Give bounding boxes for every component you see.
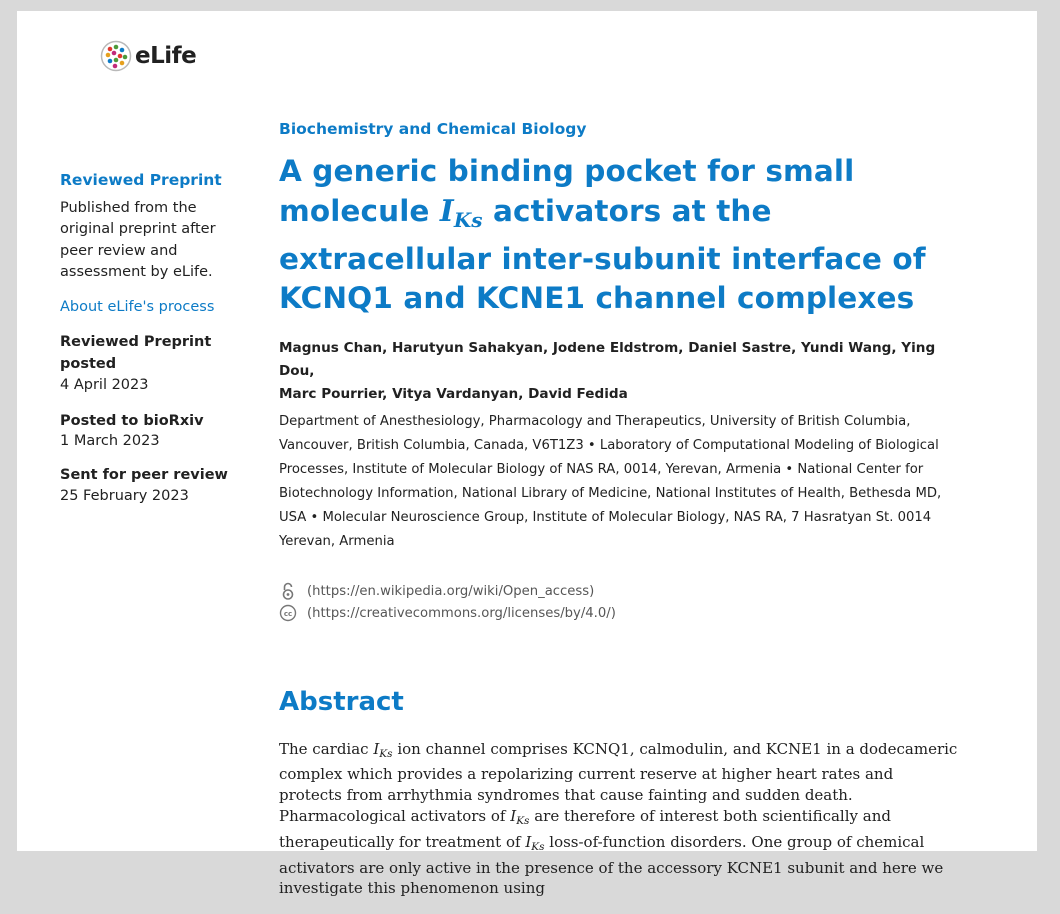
title-part-1: A generic binding pocket for small molecule <box>279 154 855 228</box>
subject-link[interactable]: Biochemistry and Chemical Biology <box>279 120 587 138</box>
elife-logo[interactable] <box>100 40 196 72</box>
brand-name: eLife <box>135 43 197 69</box>
authors-line[interactable]: Magnus Chan, Harutyun Sahakyan, Jodene Eldstrom, Daniel Sastre, Yundi Wang, Ying Dou, <box>279 340 936 379</box>
creative-commons-icon <box>279 604 297 622</box>
author-list <box>279 337 959 406</box>
iks-symbol: $I_{Ks}$ <box>373 739 393 760</box>
history-item <box>60 465 230 506</box>
affiliations: Department of Anesthesiology, Pharmacology and Therapeutics, University of British Columbia, Vancouver, British Columbia, Canada, V6T1Z3 • Laboratory of Computational Modeling of Biological Processes, Institute of Molecular Biology of NAS RA, 0014, Yerevan, Armenia • National Center for Biotechnology Information, National Library of Medicine, National Institutes of Health, Bethesda MD, USA • Molecular Neuroscience Group, Institute of Molecular Biology, NAS RA, 7 Hasratyan St. 0014 Yerevan, Armenia <box>279 414 942 549</box>
article-main <box>279 120 959 914</box>
svg-text:cc: cc <box>283 610 293 618</box>
license-row <box>279 602 959 624</box>
license-block <box>279 580 959 624</box>
reviewed-preprint-description: Published from the original preprint after peer review and assessment by eLife. <box>60 199 216 280</box>
history-label: Reviewed Preprint posted <box>60 334 212 372</box>
open-access-row <box>279 580 959 602</box>
history-item <box>60 411 230 452</box>
abstract-heading: Abstract <box>279 687 404 717</box>
history-item <box>60 332 230 397</box>
title-part-2: activators at the extracellular inter-subunit interface of KCNQ1 and KCNE1 channel complexes <box>279 194 926 315</box>
history-date: 4 April 2023 <box>60 377 149 393</box>
history-date: 25 February 2023 <box>60 487 189 504</box>
open-access-icon <box>279 582 297 600</box>
elife-logo-icon <box>100 40 132 72</box>
reviewed-preprint-title: Reviewed Preprint <box>60 171 222 189</box>
article-title <box>279 152 959 318</box>
iks-symbol: $I_{Ks}$ <box>525 832 545 853</box>
about-process-link[interactable]: About eLife's process <box>60 298 215 315</box>
abstract-text: The cardiac $I_{Ks}$ ion channel comprises KCNQ1, calmodulin, and KCNE1 in a dodecameric complex which provides a repolarizing current reserve at higher heart rates and protects from arrhythmia syndromes that cause fainting and sudden death. Pharmacological activators of $I_{Ks}$ are therefore of interest both scientifically and therapeutically for treatment of $I_{Ks}$ loss-of-function disorders. One group of chemical activators are only active in the presence of the accessory KCNE1 subunit and here we investigate this phenomenon using <box>279 739 958 898</box>
iks-symbol: $I_{Ks}$ <box>510 806 530 827</box>
title-symbol: $I_{Ks}$ <box>439 193 483 232</box>
open-access-link[interactable]: (https://en.wikipedia.org/wiki/Open_access) <box>307 583 595 599</box>
article-page <box>17 11 1037 898</box>
history-label: Posted to bioRxiv <box>60 412 204 429</box>
license-link[interactable]: (https://creativecommons.org/licenses/by/4.0/) <box>307 605 616 621</box>
authors-line[interactable]: Marc Pourrier, Vitya Vardanyan, David Fedida <box>279 386 628 402</box>
sidebar <box>60 170 230 506</box>
history-label: Sent for peer review <box>60 467 228 483</box>
history-date: 1 March 2023 <box>60 433 160 449</box>
